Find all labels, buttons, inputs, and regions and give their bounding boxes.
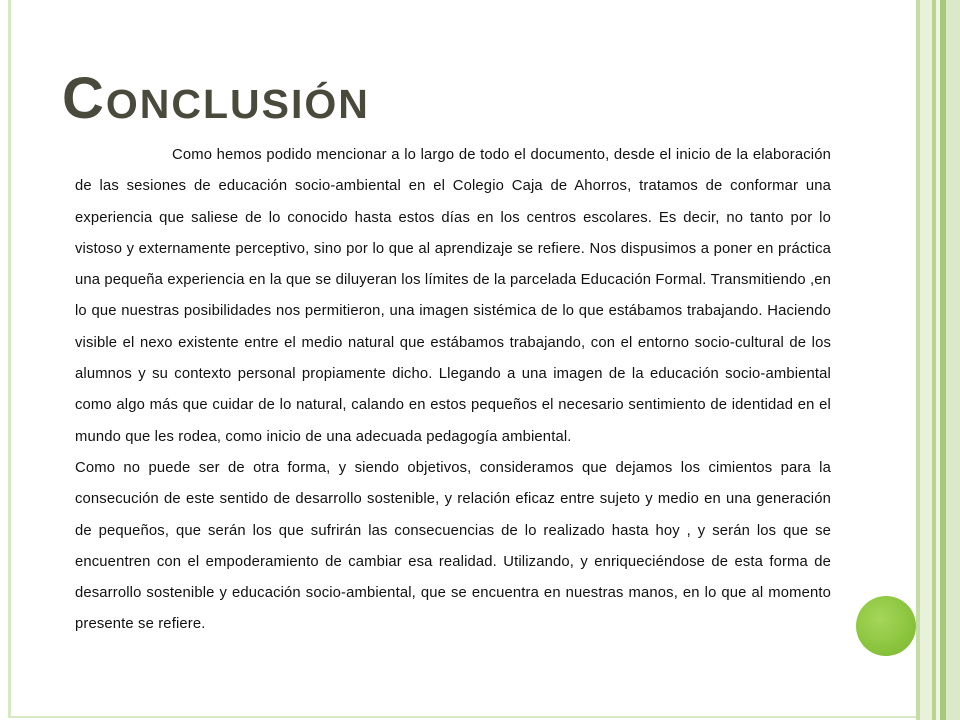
body-paragraph-1: Como hemos podido mencionar a lo largo de todo el documento, desde el inicio de la elaboración de las sesiones de educación socio-ambiental en el Colegio Caja de Ahorros, tratamos de conformar una experiencia que saliese de lo conocido hasta estos días en los centros escolares. Es decir, no tanto por lo vistoso y externamente perceptivo, sino por lo que al aprendizaje se refiere. Nos dispusimos a poner en práctica una pequeña experiencia en la que se diluyeran los límites de la parcelada Educación Formal. Transmitiendo ,en lo que nuestras posibilidades nos permitieron, una imagen sistémica de lo que estábamos trabajando. Haciendo visible el nexo existente entre el medio natural que estábamos trabajando, con el entorno socio-cultural de los alumnos y su contexto personal propiamente dicho. Llegando a una imagen de la educación socio-ambiental como algo más que cuidar de lo natural, calando en estos pequeños el necesario sentimiento de identidad en el mundo que les rodea, como inicio de una adecuada pedagogía ambiental. bbox=[75, 147, 831, 445]
decorative-green-circle bbox=[856, 596, 916, 656]
slide-title: Conclusión bbox=[62, 66, 370, 131]
slide-body bbox=[75, 140, 831, 641]
side-bar-stripe bbox=[946, 0, 960, 720]
side-bar-stripe bbox=[920, 0, 932, 720]
decorative-side-bars bbox=[916, 0, 960, 720]
body-paragraph-2: Como no puede ser de otra forma, y siendo objetivos, consideramos que dejamos los cimientos para la consecución de este sentido de desarrollo sostenible, y relación eficaz entre sujeto y medio en una generación de pequeños, que serán los que sufrirán las consecuencias de lo realizado hasta hoy , y serán los que se encuentren con el empoderamiento de cambiar esa realidad. Utilizando, y enriqueciéndose de esta forma de desarrollo sostenible y educación socio-ambiental, que se encuentra en nuestras manos, en lo que al momento presente se refiere. bbox=[75, 459, 831, 633]
